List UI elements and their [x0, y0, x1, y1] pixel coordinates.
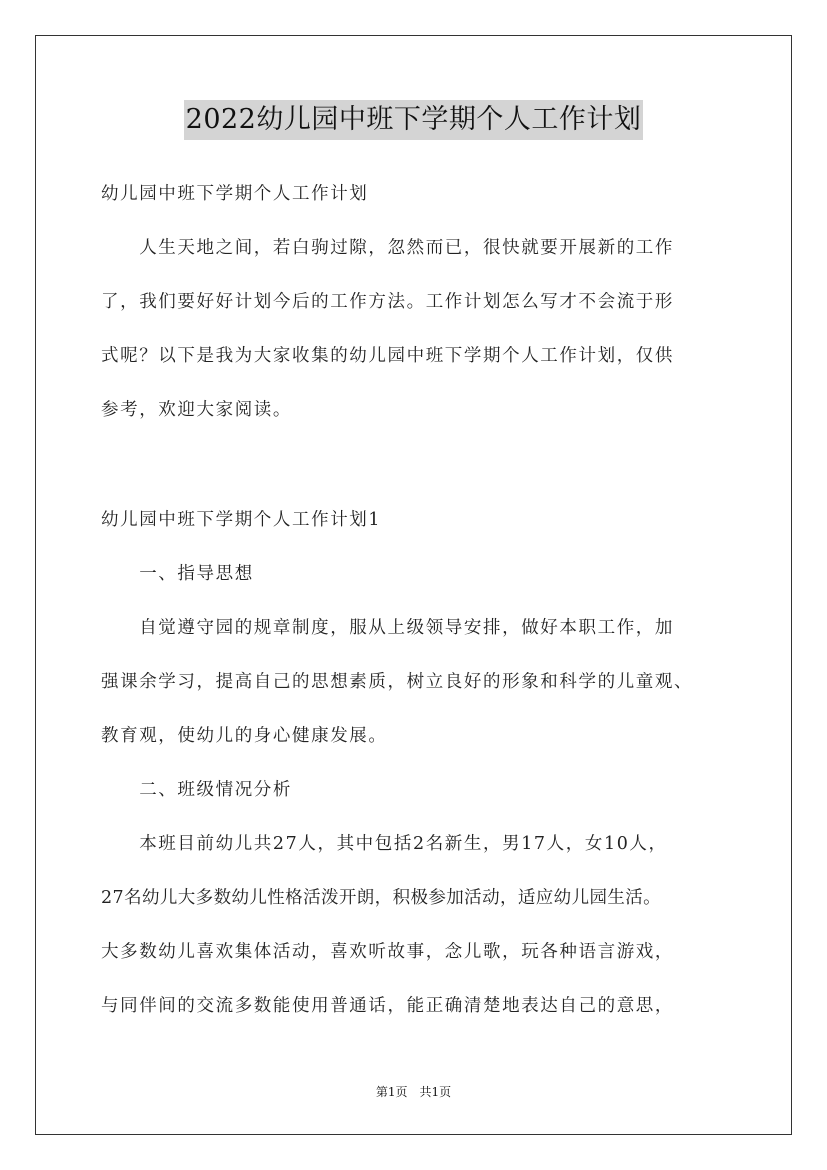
- section-heading: 幼儿园中班下学期个人工作计划1: [101, 510, 382, 530]
- intro-heading: 幼儿园中班下学期个人工作计划: [101, 184, 369, 204]
- page-footer: 第1页 共1页: [375, 1085, 452, 1099]
- paragraph-line: 强课余学习，提高自己的思想素质，树立良好的形象和科学的儿童观、: [101, 672, 694, 692]
- paragraph-line: 式呢？以下是我为大家收集的幼儿园中班下学期个人工作计划，仅供: [101, 346, 674, 366]
- title-container: [0, 100, 827, 140]
- paragraph-line: 人生天地之间，若白驹过隙，忽然而已，很快就要开展新的工作: [101, 238, 674, 258]
- paragraph-line: 了，我们要好好计划今后的工作方法。工作计划怎么写才不会流于形: [101, 292, 674, 312]
- paragraph-line: 参考，欢迎大家阅读。: [101, 400, 292, 420]
- paragraph-line: 自觉遵守园的规章制度，服从上级领导安排，做好本职工作，加: [101, 618, 674, 638]
- document-title: 2022幼儿园中班下学期个人工作计划: [184, 100, 644, 140]
- paragraph-line: 大多数幼儿喜欢集体活动，喜欢听故事，念儿歌，玩各种语言游戏，: [101, 942, 674, 962]
- subsection-heading: 一、指导思想: [101, 564, 254, 584]
- paragraph-line: 教育观，使幼儿的身心健康发展。: [101, 726, 388, 746]
- paragraph-line: 与同伴间的交流多数能使用普通话，能正确清楚地表达自己的意思，: [101, 996, 674, 1016]
- paragraph-line: 27名幼儿大多数幼儿性格活泼开朗，积极参加活动，适应幼儿园生活。: [101, 888, 662, 908]
- paragraph-line: 本班目前幼儿共27人，其中包括2名新生，男17人，女10人，: [101, 834, 668, 854]
- subsection-heading: 二、班级情况分析: [101, 780, 292, 800]
